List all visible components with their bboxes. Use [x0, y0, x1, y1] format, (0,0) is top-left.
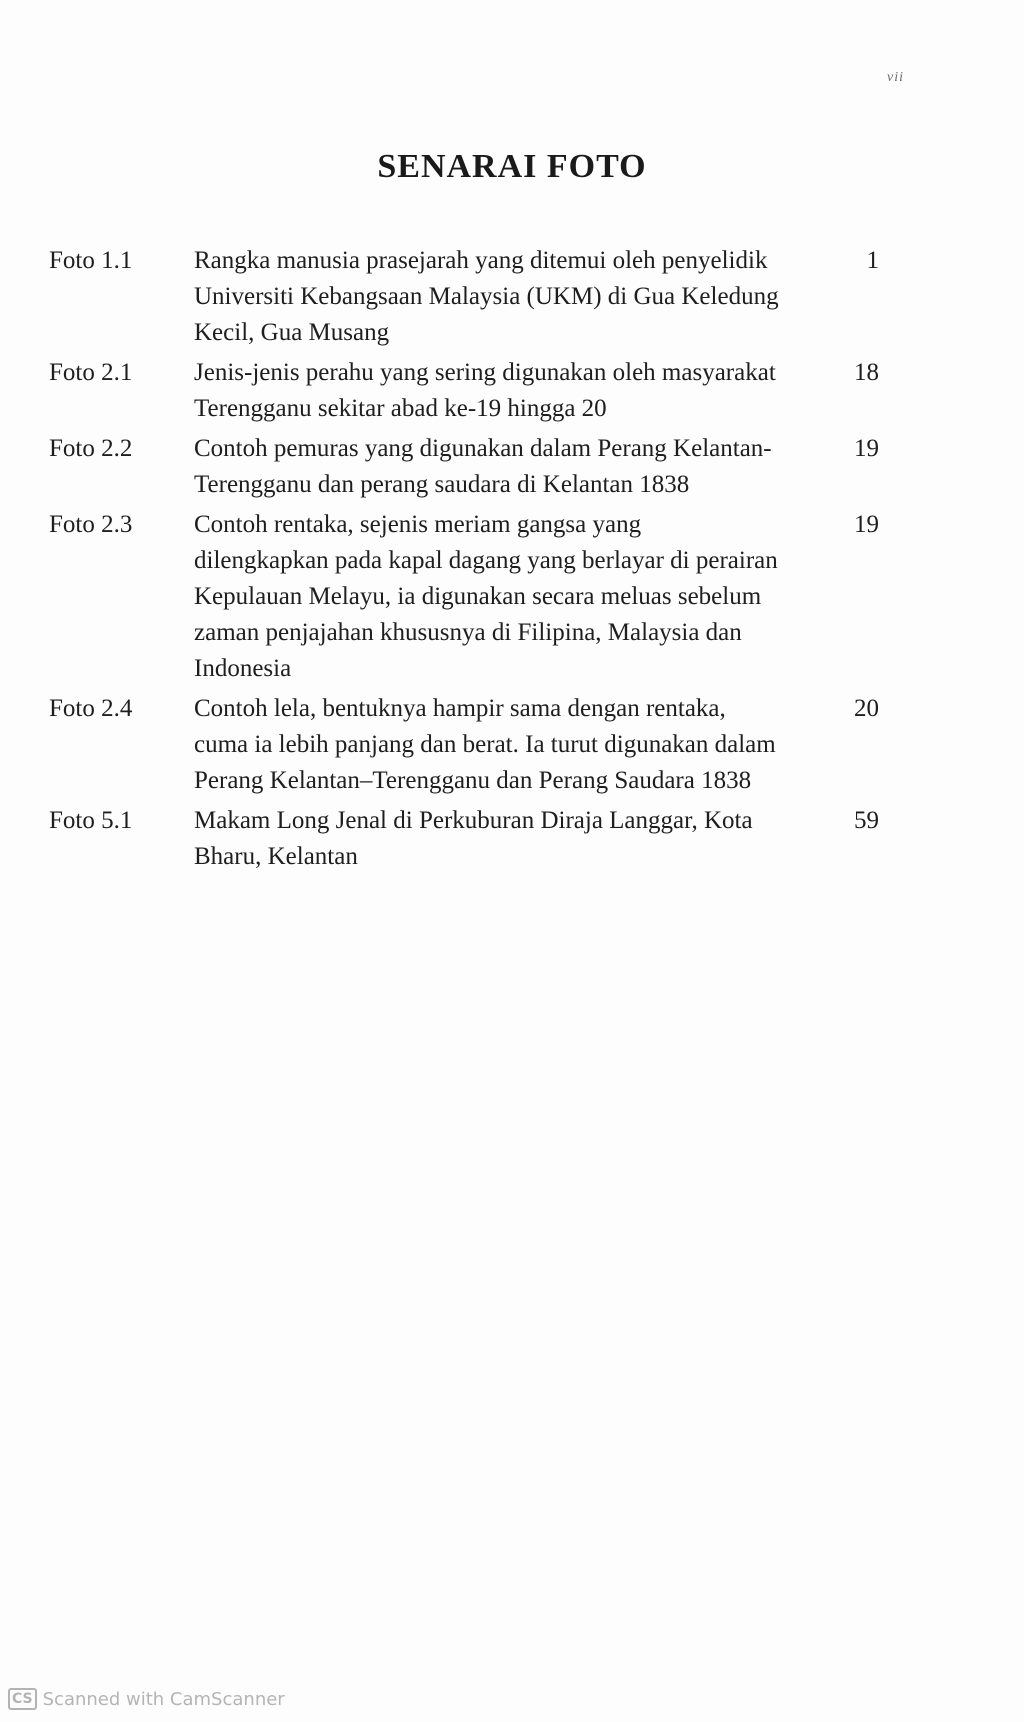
photo-entry — [49, 243, 899, 351]
photo-label: Foto 2.3 — [49, 511, 133, 538]
photo-caption: Contoh lela, bentuknya hampir sama dengan rentaka, cuma ia lebih panjang dan berat. Ia turut digunakan dalam Perang Kelantan–Terengganu dan Perang Saudara 1838 — [194, 695, 776, 794]
photo-list — [49, 243, 899, 879]
photo-label: Foto 1.1 — [49, 247, 133, 274]
page-title: SENARAI FOTO — [377, 148, 647, 185]
photo-page-number: 19 — [854, 435, 879, 462]
watermark-text: Scanned with CamScanner — [42, 1688, 285, 1710]
page-number: vii — [887, 70, 904, 85]
camscanner-logo-icon: CS — [8, 1688, 37, 1710]
photo-entry — [49, 431, 899, 503]
photo-page-number: 19 — [854, 511, 879, 538]
photo-page-number: 1 — [866, 247, 879, 274]
photo-entry — [49, 803, 899, 875]
photo-label: Foto 2.4 — [49, 695, 133, 722]
photo-caption: Jenis-jenis perahu yang sering digunakan oleh masyarakat Terengganu sekitar abad ke-19 hingga 20 — [194, 359, 776, 422]
scanner-watermark — [8, 1688, 285, 1710]
photo-entry — [49, 507, 899, 687]
photo-caption: Contoh pemuras yang digunakan dalam Perang Kelantan-Terengganu dan perang saudara di Kelantan 1838 — [194, 435, 772, 498]
photo-label: Foto 2.2 — [49, 435, 133, 462]
photo-entry — [49, 355, 899, 427]
photo-caption: Contoh rentaka, sejenis meriam gangsa yang dilengkapkan pada kapal dagang yang berlayar di perairan Kepulauan Melayu, ia digunakan secara meluas sebelum zaman penjajahan khususnya di Filipina, Malaysia dan Indonesia — [194, 511, 778, 682]
photo-caption: Makam Long Jenal di Perkuburan Diraja Langgar, Kota Bharu, Kelantan — [194, 807, 753, 870]
photo-label: Foto 5.1 — [49, 807, 133, 834]
photo-label: Foto 2.1 — [49, 359, 133, 386]
photo-page-number: 20 — [854, 695, 879, 722]
photo-caption: Rangka manusia prasejarah yang ditemui oleh penyelidik Universiti Kebangsaan Malaysia (UKM) di Gua Keledung Kecil, Gua Musang — [194, 247, 779, 346]
photo-entry — [49, 691, 899, 799]
photo-page-number: 59 — [854, 807, 879, 834]
photo-page-number: 18 — [854, 359, 879, 386]
